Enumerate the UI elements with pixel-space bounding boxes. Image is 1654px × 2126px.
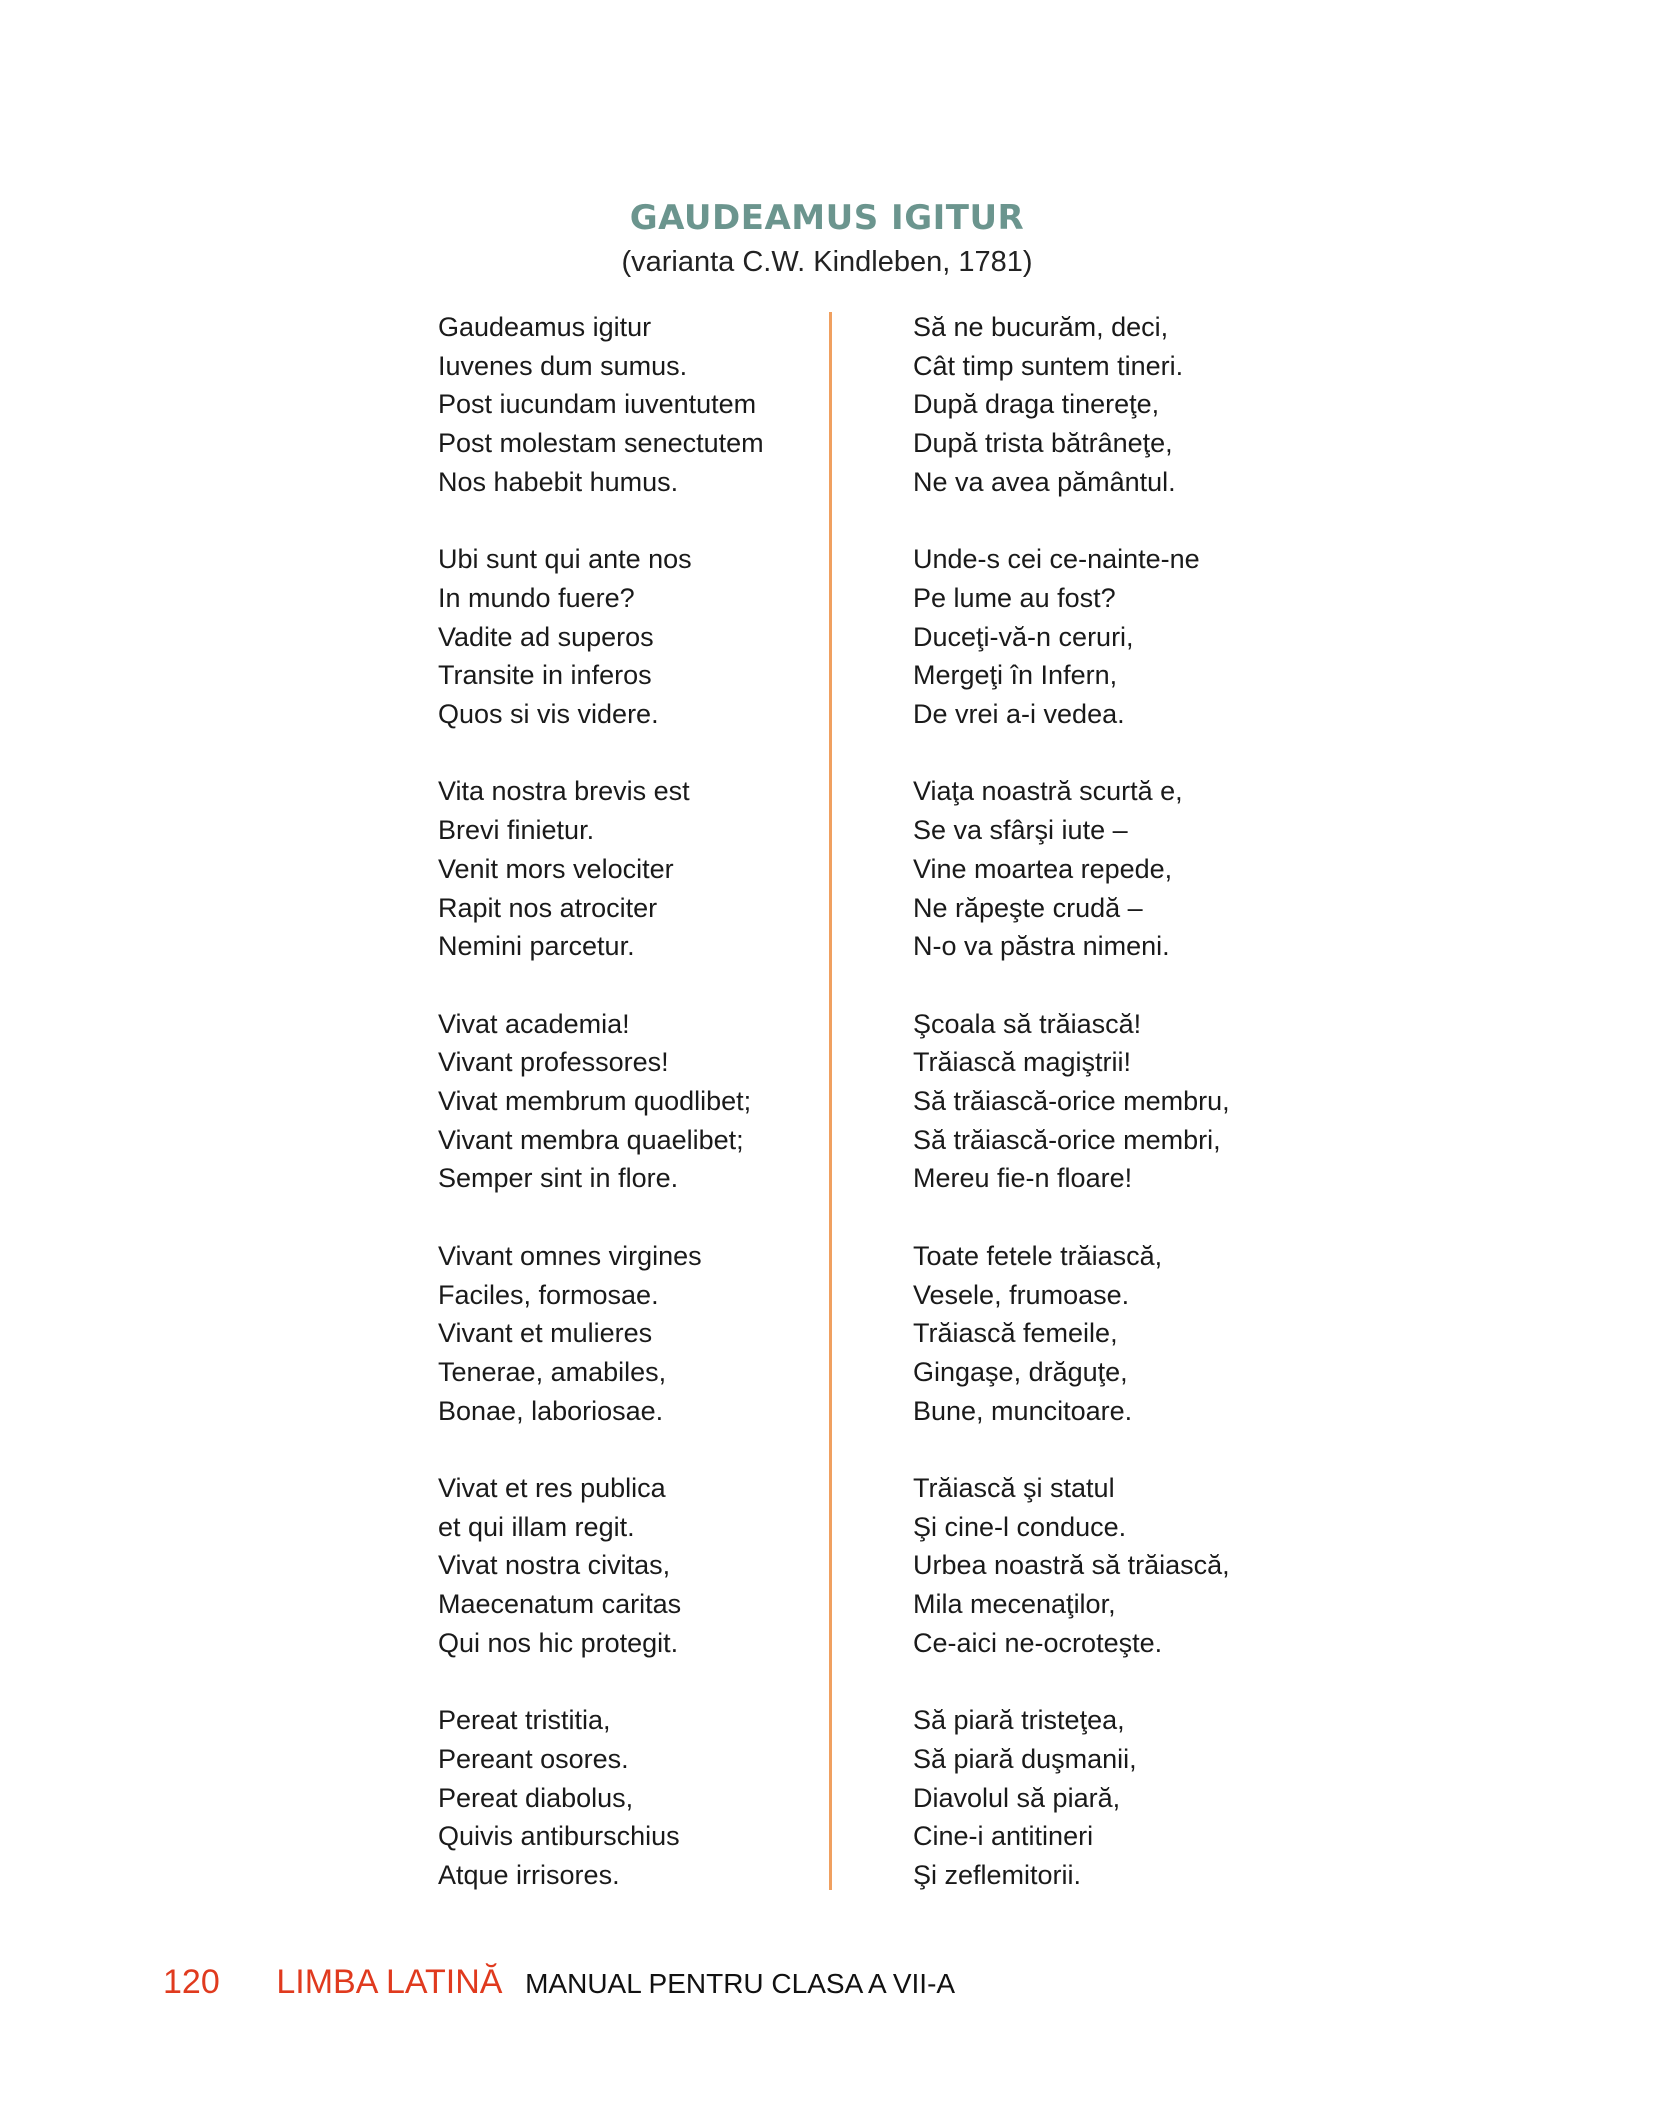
romanian-stanza — [913, 1469, 1313, 1663]
romanian-verse-line: Cât timp suntem tineri. — [913, 350, 1184, 381]
romanian-verse-line: De vrei a-i vedea. — [913, 699, 1125, 730]
latin-verse-line: In mundo fuere? — [438, 582, 635, 613]
romanian-verse-line: Să trăiască-orice membri, — [913, 1124, 1221, 1155]
latin-verse-line: Faciles, formosae. — [438, 1279, 659, 1310]
latin-verse-line: Pereant osores. — [438, 1743, 629, 1774]
romanian-verse-line: Şi zeflemitorii. — [913, 1860, 1082, 1891]
romanian-stanza — [913, 1237, 1313, 1431]
romanian-verse-line: Să ne bucurăm, deci, — [913, 312, 1169, 342]
romanian-verse-line: Şi cine-l conduce. — [913, 1511, 1127, 1542]
romanian-verse-line: Ne răpeşte crudă – — [913, 892, 1143, 923]
latin-verse-line: Atque irrisores. — [438, 1860, 620, 1891]
latin-verse-line: Quivis antiburschius — [438, 1821, 680, 1852]
page-footer — [163, 1963, 955, 2002]
romanian-verse-line: Urbea noastră să trăiască, — [913, 1550, 1230, 1581]
latin-verse-line: Quos si vis videre. — [438, 699, 659, 730]
latin-stanza — [438, 1469, 798, 1663]
manual-label: MANUAL PENTRU CLASA A VII-A — [525, 1968, 956, 1999]
latin-stanza — [438, 308, 798, 502]
romanian-verse-line: Cine-i antitineri — [913, 1821, 1094, 1852]
latin-verse-line: et qui illam regit. — [438, 1511, 635, 1542]
romanian-verse-line: Se va sfârşi iute – — [913, 815, 1128, 846]
latin-verse-line: Semper sint in flore. — [438, 1163, 679, 1194]
romanian-verse-line: Să piară tristeţea, — [913, 1705, 1125, 1736]
romanian-stanza — [913, 772, 1313, 966]
latin-verse-line: Rapit nos atrociter — [438, 892, 658, 923]
latin-text-column — [438, 308, 798, 1895]
poem-subtitle: (varianta C.W. Kindleben, 1781) — [621, 246, 1033, 278]
latin-verse-line: Brevi finietur. — [438, 815, 595, 846]
latin-stanza — [438, 1701, 798, 1895]
romanian-verse-line: Vine moartea repede, — [913, 853, 1173, 884]
latin-verse-line: Vadite ad superos — [438, 621, 654, 652]
romanian-verse-line: N-o va păstra nimeni. — [913, 931, 1170, 962]
latin-verse-line: Vivat nostra civitas, — [438, 1550, 671, 1581]
latin-verse-line: Venit mors velociter — [438, 853, 674, 884]
latin-stanza — [438, 772, 798, 966]
latin-verse-line: Vivant et mulieres — [438, 1318, 653, 1349]
latin-verse-line: Pereat tristitia, — [438, 1705, 611, 1736]
romanian-verse-line: Gingaşe, drăguţe, — [913, 1356, 1128, 1387]
latin-stanza — [438, 1237, 798, 1431]
romanian-stanza — [913, 1005, 1313, 1199]
latin-stanza — [438, 1005, 798, 1199]
latin-verse-line: Tenerae, amabiles, — [438, 1356, 667, 1387]
romanian-verse-line: După trista bătrâneţe, — [913, 428, 1173, 459]
latin-verse-line: Ubi sunt qui ante nos — [438, 544, 692, 575]
latin-verse-line: Vita nostra brevis est — [438, 776, 690, 807]
latin-verse-line: Nos habebit humus. — [438, 466, 679, 497]
romanian-verse-line: Viaţa noastră scurtă e, — [913, 776, 1183, 807]
romanian-verse-line: Trăiască magiştrii! — [913, 1047, 1132, 1078]
romanian-verse-line: Vesele, frumoase. — [913, 1279, 1130, 1310]
latin-verse-line: Maecenatum caritas — [438, 1589, 682, 1620]
romanian-verse-line: Pe lume au fost? — [913, 582, 1116, 613]
romanian-verse-line: Toate fetele trăiască, — [913, 1240, 1163, 1271]
poem-title: GAUDEAMUS IGITUR — [629, 198, 1025, 238]
romanian-verse-line: După draga tinereţe, — [913, 389, 1160, 420]
page-number: 120 — [163, 1963, 220, 2001]
latin-verse-line: Transite in inferos — [438, 660, 652, 691]
romanian-translation-column — [913, 308, 1313, 1895]
latin-verse-line: Post molestam senectutem — [438, 428, 764, 459]
romanian-verse-line: Bune, muncitoare. — [913, 1395, 1133, 1426]
latin-verse-line: Bonae, laboriosae. — [438, 1395, 664, 1426]
latin-verse-line: Vivat et res publica — [438, 1473, 666, 1504]
latin-verse-line: Vivant professores! — [438, 1047, 669, 1078]
latin-verse-line: Gaudeamus igitur — [438, 312, 652, 342]
column-divider — [829, 312, 832, 1890]
romanian-verse-line: Să piară duşmanii, — [913, 1743, 1137, 1774]
latin-verse-line: Vivant omnes virgines — [438, 1240, 702, 1271]
latin-stanza — [438, 540, 798, 734]
latin-verse-line: Nemini parcetur. — [438, 931, 635, 962]
romanian-verse-line: Diavolul să piară, — [913, 1782, 1121, 1813]
subject-title: LIMBA LATINĂ — [276, 1963, 503, 2001]
romanian-verse-line: Mila mecenaţilor, — [913, 1589, 1116, 1620]
romanian-stanza — [913, 1701, 1313, 1895]
romanian-verse-line: Trăiască şi statul — [913, 1473, 1115, 1504]
latin-verse-line: Qui nos hic protegit. — [438, 1627, 679, 1658]
romanian-stanza — [913, 308, 1313, 502]
romanian-stanza — [913, 540, 1313, 734]
romanian-verse-line: Mergeţi în Infern, — [913, 660, 1118, 691]
romanian-verse-line: Duceţi-vă-n ceruri, — [913, 621, 1134, 652]
romanian-verse-line: Trăiască femeile, — [913, 1318, 1118, 1349]
latin-verse-line: Vivat academia! — [438, 1008, 630, 1039]
latin-verse-line: Vivat membrum quodlibet; — [438, 1086, 752, 1117]
romanian-verse-line: Unde-s cei ce-nainte-ne — [913, 544, 1200, 575]
latin-verse-line: Post iucundam iuventutem — [438, 389, 757, 420]
romanian-verse-line: Ce-aici ne-ocroteşte. — [913, 1627, 1163, 1658]
latin-verse-line: Iuvenes dum sumus. — [438, 350, 688, 381]
romanian-verse-line: Ne va avea pământul. — [913, 466, 1176, 497]
romanian-verse-line: Şcoala să trăiască! — [913, 1008, 1142, 1039]
latin-verse-line: Pereat diabolus, — [438, 1782, 634, 1813]
romanian-verse-line: Să trăiască-orice membru, — [913, 1086, 1230, 1117]
romanian-verse-line: Mereu fie-n floare! — [913, 1163, 1133, 1194]
latin-verse-line: Vivant membra quaelibet; — [438, 1124, 744, 1155]
